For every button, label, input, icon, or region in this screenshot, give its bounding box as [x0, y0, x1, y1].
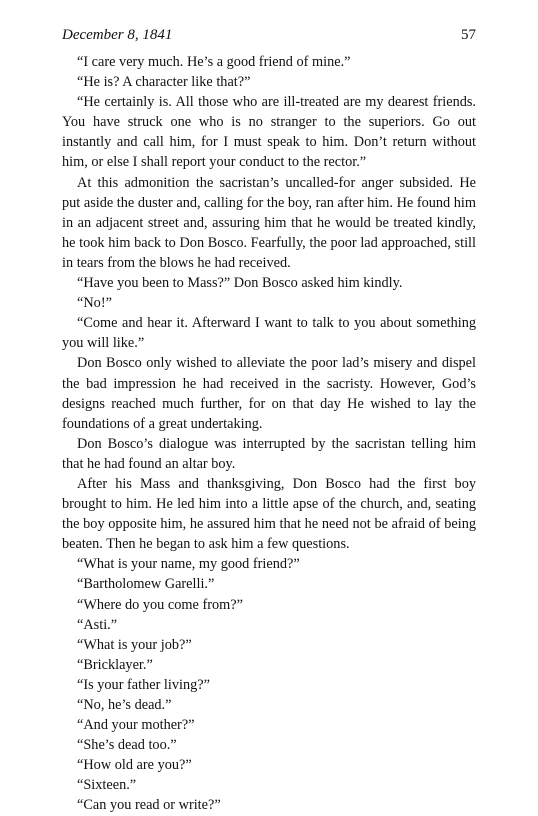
running-head-date: December 8, 1841	[62, 27, 173, 43]
paragraph: “Where do you come from?”	[77, 596, 243, 613]
paragraph: “She’s dead too.”	[77, 737, 177, 754]
paragraph: “He certainly is. All those who are ill-treated are my dearest friends. You have struck one who is no stranger to the superiors. Go out instantly and call him, for I must speak to him. Don’t return without him, or else I shall report your conduct to the rector.”	[62, 94, 476, 171]
paragraph: “He is? A character like that?”	[77, 74, 251, 91]
paragraph: “Come and hear it. Afterward I want to talk to you about something you will like.”	[62, 315, 476, 352]
paragraph: “No!”	[77, 295, 112, 312]
paragraph: “Sixteen.”	[77, 777, 137, 794]
paragraph: “No, he’s dead.”	[77, 697, 172, 713]
paragraph: Don Bosco’s dialogue was interrupted by the sacristan telling him that he had found an altar boy.	[62, 435, 476, 472]
paragraph: “Is your father living?”	[77, 676, 210, 693]
paragraph: “Have you been to Mass?” Don Bosco asked him kindly.	[77, 275, 403, 292]
paragraph: “And your mother?”	[77, 717, 195, 734]
paragraph: “Bricklayer.”	[77, 656, 153, 673]
paragraph: “What is your job?”	[77, 636, 192, 653]
page-number: 57	[461, 27, 476, 43]
paragraph: Don Bosco only wished to alleviate the poor lad’s misery and dispel the bad impression he had received in the sacristy. However, God’s designs reached much further, for on that day He wished to lay the foundations of a great undertaking.	[62, 355, 476, 432]
paragraph: “I care very much. He’s a good friend of mine.”	[77, 54, 351, 70]
paragraph: “Can you read or write?”	[77, 797, 221, 814]
paragraph: After his Mass and thanksgiving, Don Bosco had the first boy brought to him. He led him into a little apse of the church, and, seating the boy opposite him, he assured him that he need not be afraid of being beaten. Then he began to ask him a few questions.	[62, 475, 476, 553]
paragraph: “Asti.”	[77, 616, 118, 633]
running-head	[62, 27, 476, 47]
paragraph: At this admonition the sacristan’s uncalled-for anger subsided. He put aside the duster and, calling for the boy, ran after him. He found him in an adjacent street and, assuring him that he would be treated kindly, he took him back to Don Bosco. Fearfully, the poor lad approached, still in tears from the blows he had received.	[62, 174, 476, 271]
paragraph: “Bartholomew Garelli.”	[77, 576, 215, 593]
paragraph: “How old are you?”	[77, 757, 192, 774]
body-text	[62, 52, 476, 816]
paragraph: “What is your name, my good friend?”	[77, 556, 300, 573]
